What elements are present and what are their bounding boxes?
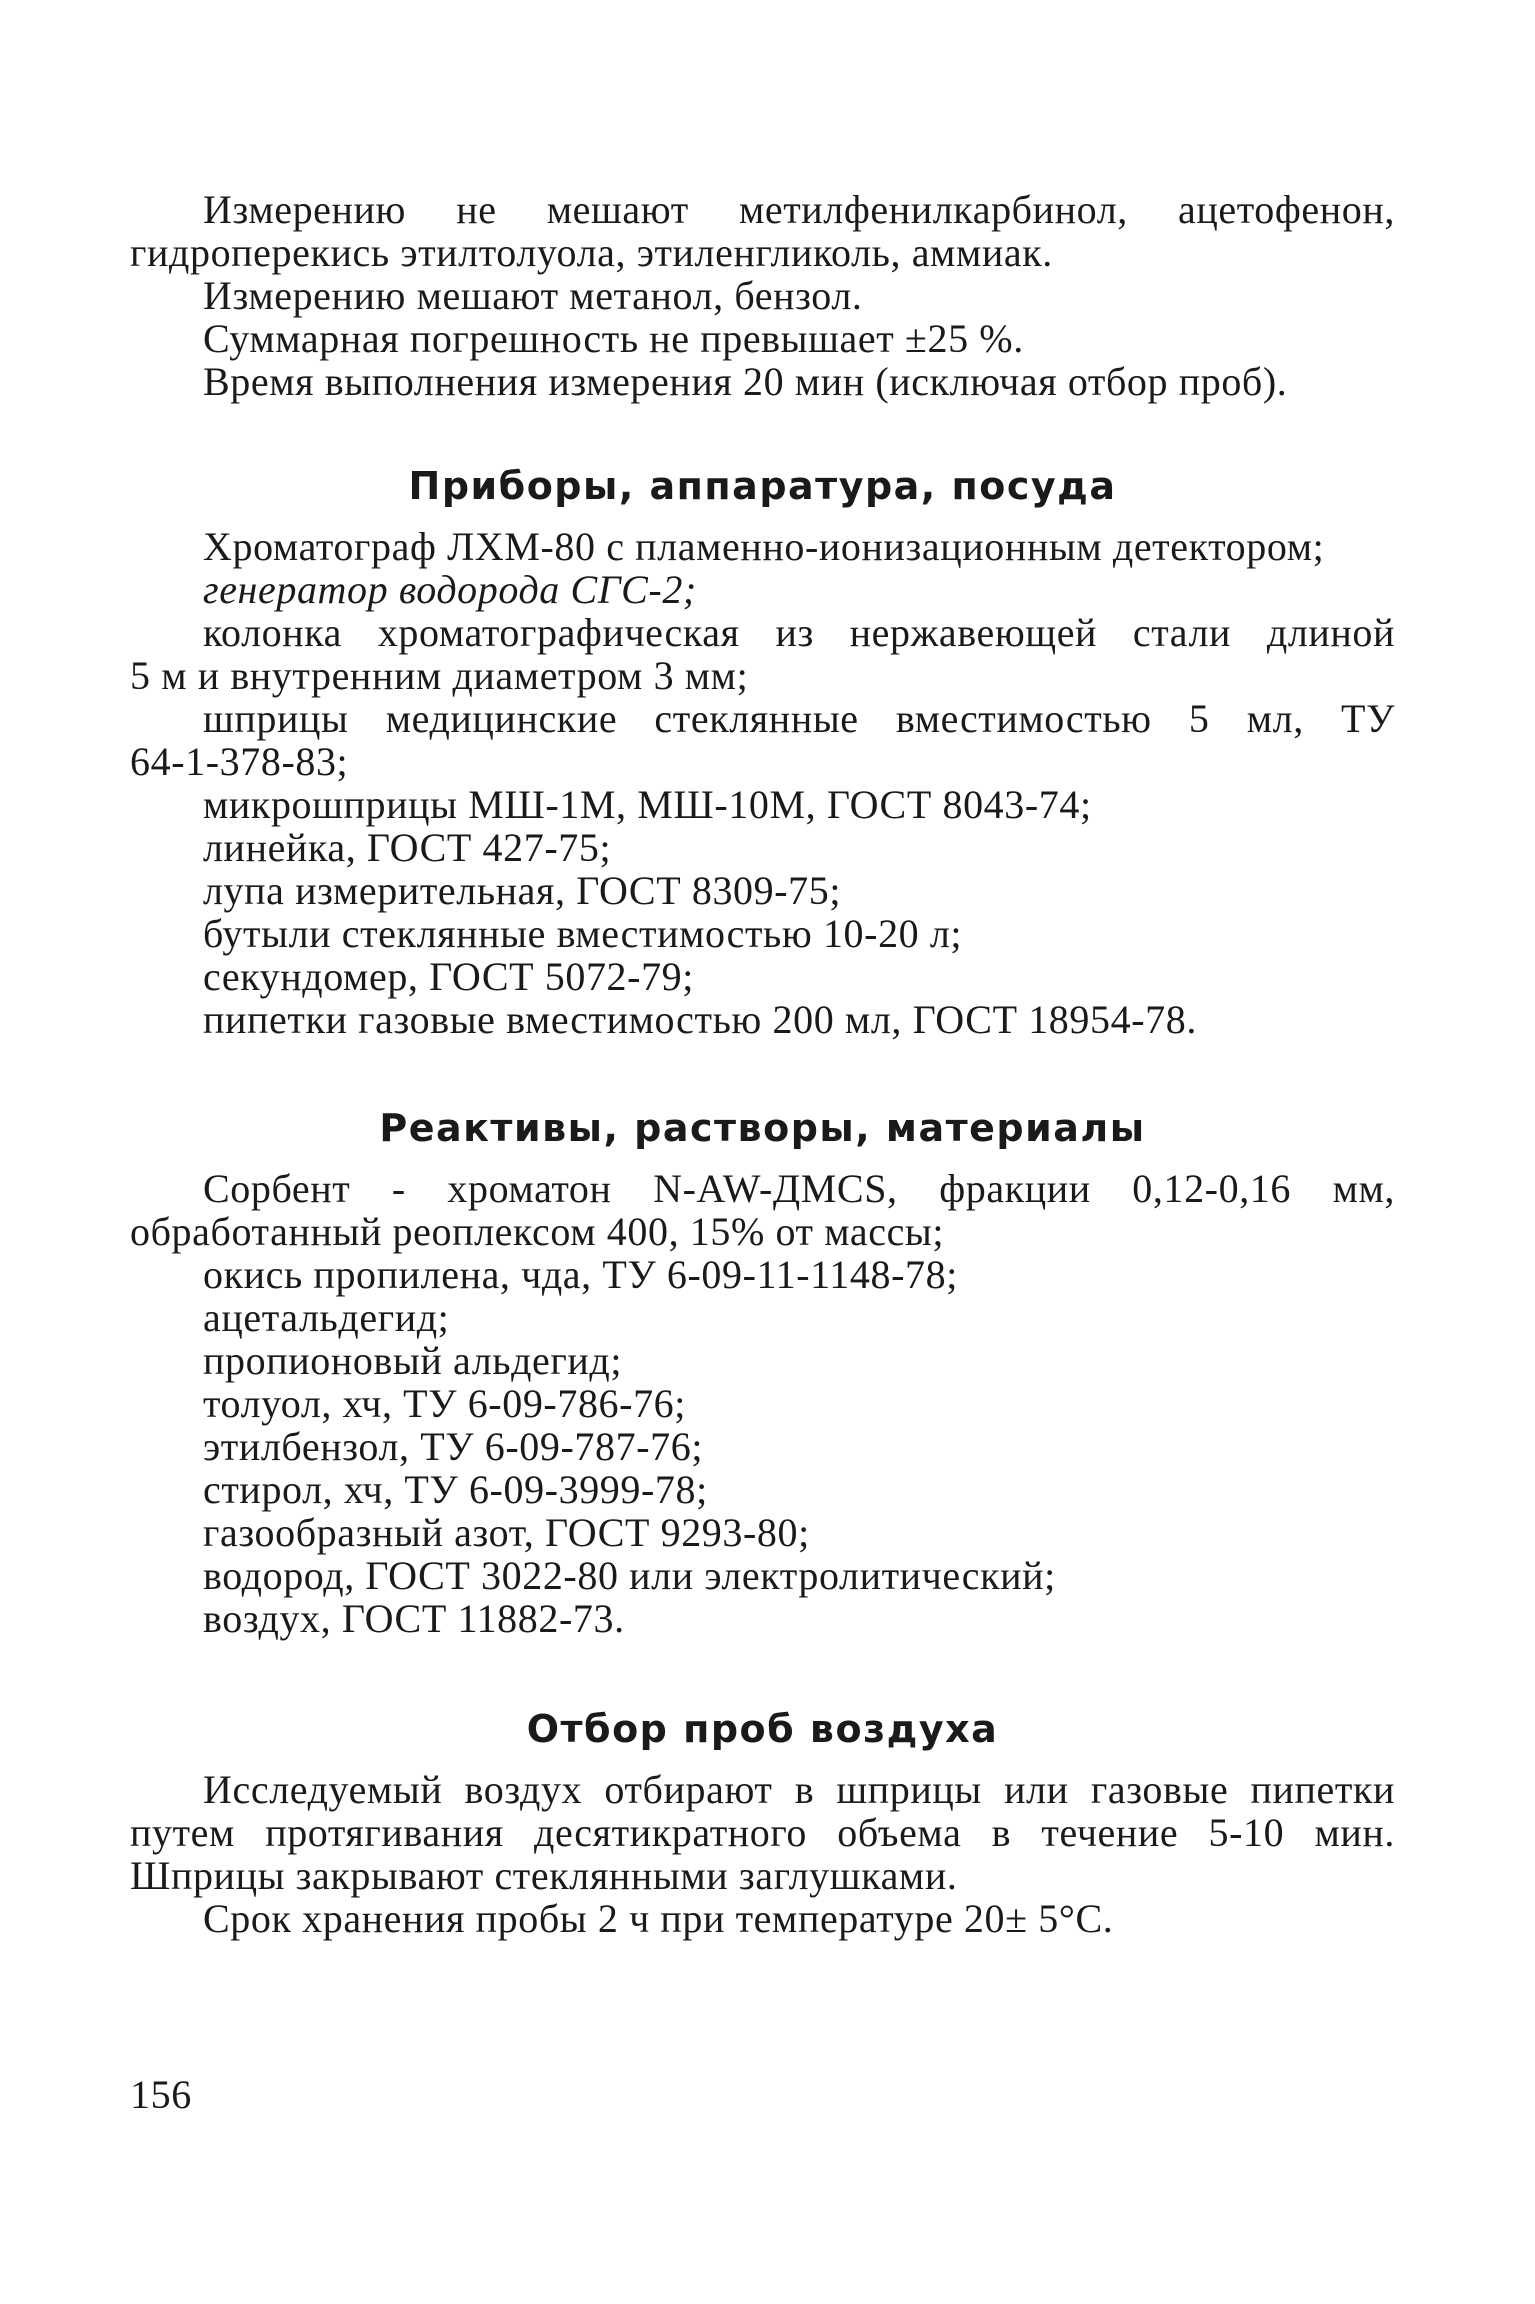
- reagent-sorbent-line-2: обработанный реоплексом 400, 15% от массы;: [130, 1209, 945, 1254]
- equipment-item-hydrogen-generator: генератор водорода СГС-2;: [203, 567, 697, 612]
- reagent-item-propylene-oxide: окись пропилена, чда, ТУ 6-09-11-1148-78;: [203, 1252, 958, 1297]
- equipment-item-column-line-2: 5 м и внутренним диаметром 3 мм;: [130, 653, 749, 698]
- page-content: [130, 188, 1395, 1940]
- reagent-item-styrene: стирол, хч, ТУ 6-09-3999-78;: [203, 1467, 708, 1512]
- reagent-item-air: воздух, ГОСТ 11882-73.: [203, 1596, 625, 1641]
- page-number: 156: [130, 2072, 192, 2117]
- section-heading-equipment: Приборы, аппаратура, посуда: [408, 464, 1117, 508]
- reagent-item-propionaldehyde: пропионовый альдегид;: [203, 1338, 623, 1383]
- equipment-item-magnifier: лупа измерительная, ГОСТ 8309-75;: [203, 868, 842, 913]
- reagent-item-ethylbenzene: этилбензол, ТУ 6-09-787-76;: [203, 1424, 704, 1469]
- reagent-item-hydrogen: водород, ГОСТ 3022-80 или электролитический;: [203, 1553, 1056, 1598]
- equipment-item-stopwatch: секундомер, ГОСТ 5072-79;: [203, 954, 694, 999]
- equipment-item-syringe-line-2: 64-1-378-83;: [130, 739, 349, 784]
- equipment-item-bottles: бутыли стеклянные вместимостью 10-20 л;: [203, 911, 963, 956]
- equipment-item-gas-pipettes: пипетки газовые вместимостью 200 мл, ГОСТ 18954-78.: [203, 997, 1197, 1042]
- section-heading-sampling: Отбор проб воздуха: [526, 1707, 999, 1751]
- reagent-item-toluene: толуол, хч, ТУ 6-09-786-76;: [203, 1381, 686, 1426]
- sampling-paragraph-2: Срок хранения пробы 2 ч при температуре 20± 5°С.: [203, 1896, 1114, 1941]
- equipment-item-ruler: линейка, ГОСТ 427-75;: [203, 825, 612, 870]
- sampling-paragraph-1-line-2: путем протягивания десятикратного объема в течение 5-10 мин.: [130, 1810, 1395, 1855]
- sampling-paragraph-1-line-1: Исследуемый воздух отбирают в шприцы или газовые пипетки: [203, 1767, 1395, 1812]
- reagent-sorbent-line-1: Сорбент - хроматон N-AW-ДМСS, фракции 0,12-0,16 мм,: [203, 1166, 1395, 1211]
- equipment-item-microsyringes: микрошприцы МШ-1М, МШ-10М, ГОСТ 8043-74;: [203, 782, 1092, 827]
- intro-paragraph-1-line-2: гидроперекись этилтолуола, этиленгликоль, аммиак.: [130, 230, 1053, 275]
- intro-paragraph-1-line-1: Измерению не мешают метилфенилкарбинол, ацетофенон,: [203, 187, 1395, 232]
- intro-paragraph-4: Время выполнения измерения 20 мин (исключая отбор проб).: [203, 359, 1288, 404]
- intro-paragraph-3: Суммарная погрешность не превышает ±25 %.: [203, 316, 1024, 361]
- section-heading-reagents: Реактивы, растворы, материалы: [379, 1106, 1146, 1150]
- sampling-paragraph-1-line-3: Шприцы закрывают стеклянными заглушками.: [130, 1853, 958, 1898]
- reagent-item-acetaldehyde: ацетальдегид;: [203, 1295, 450, 1340]
- reagent-item-nitrogen: газообразный азот, ГОСТ 9293-80;: [203, 1510, 810, 1555]
- equipment-item-chromatograph: Хроматограф ЛХМ-80 с пламенно-ионизационным детектором;: [203, 524, 1325, 569]
- equipment-item-syringe-line-1: шприцы медицинские стеклянные вместимостью 5 мл, ТУ: [203, 696, 1395, 741]
- equipment-item-column-line-1: колонка хроматографическая из нержавеющей стали длиной: [203, 610, 1395, 655]
- intro-paragraph-2: Измерению мешают метанол, бензол.: [203, 273, 863, 318]
